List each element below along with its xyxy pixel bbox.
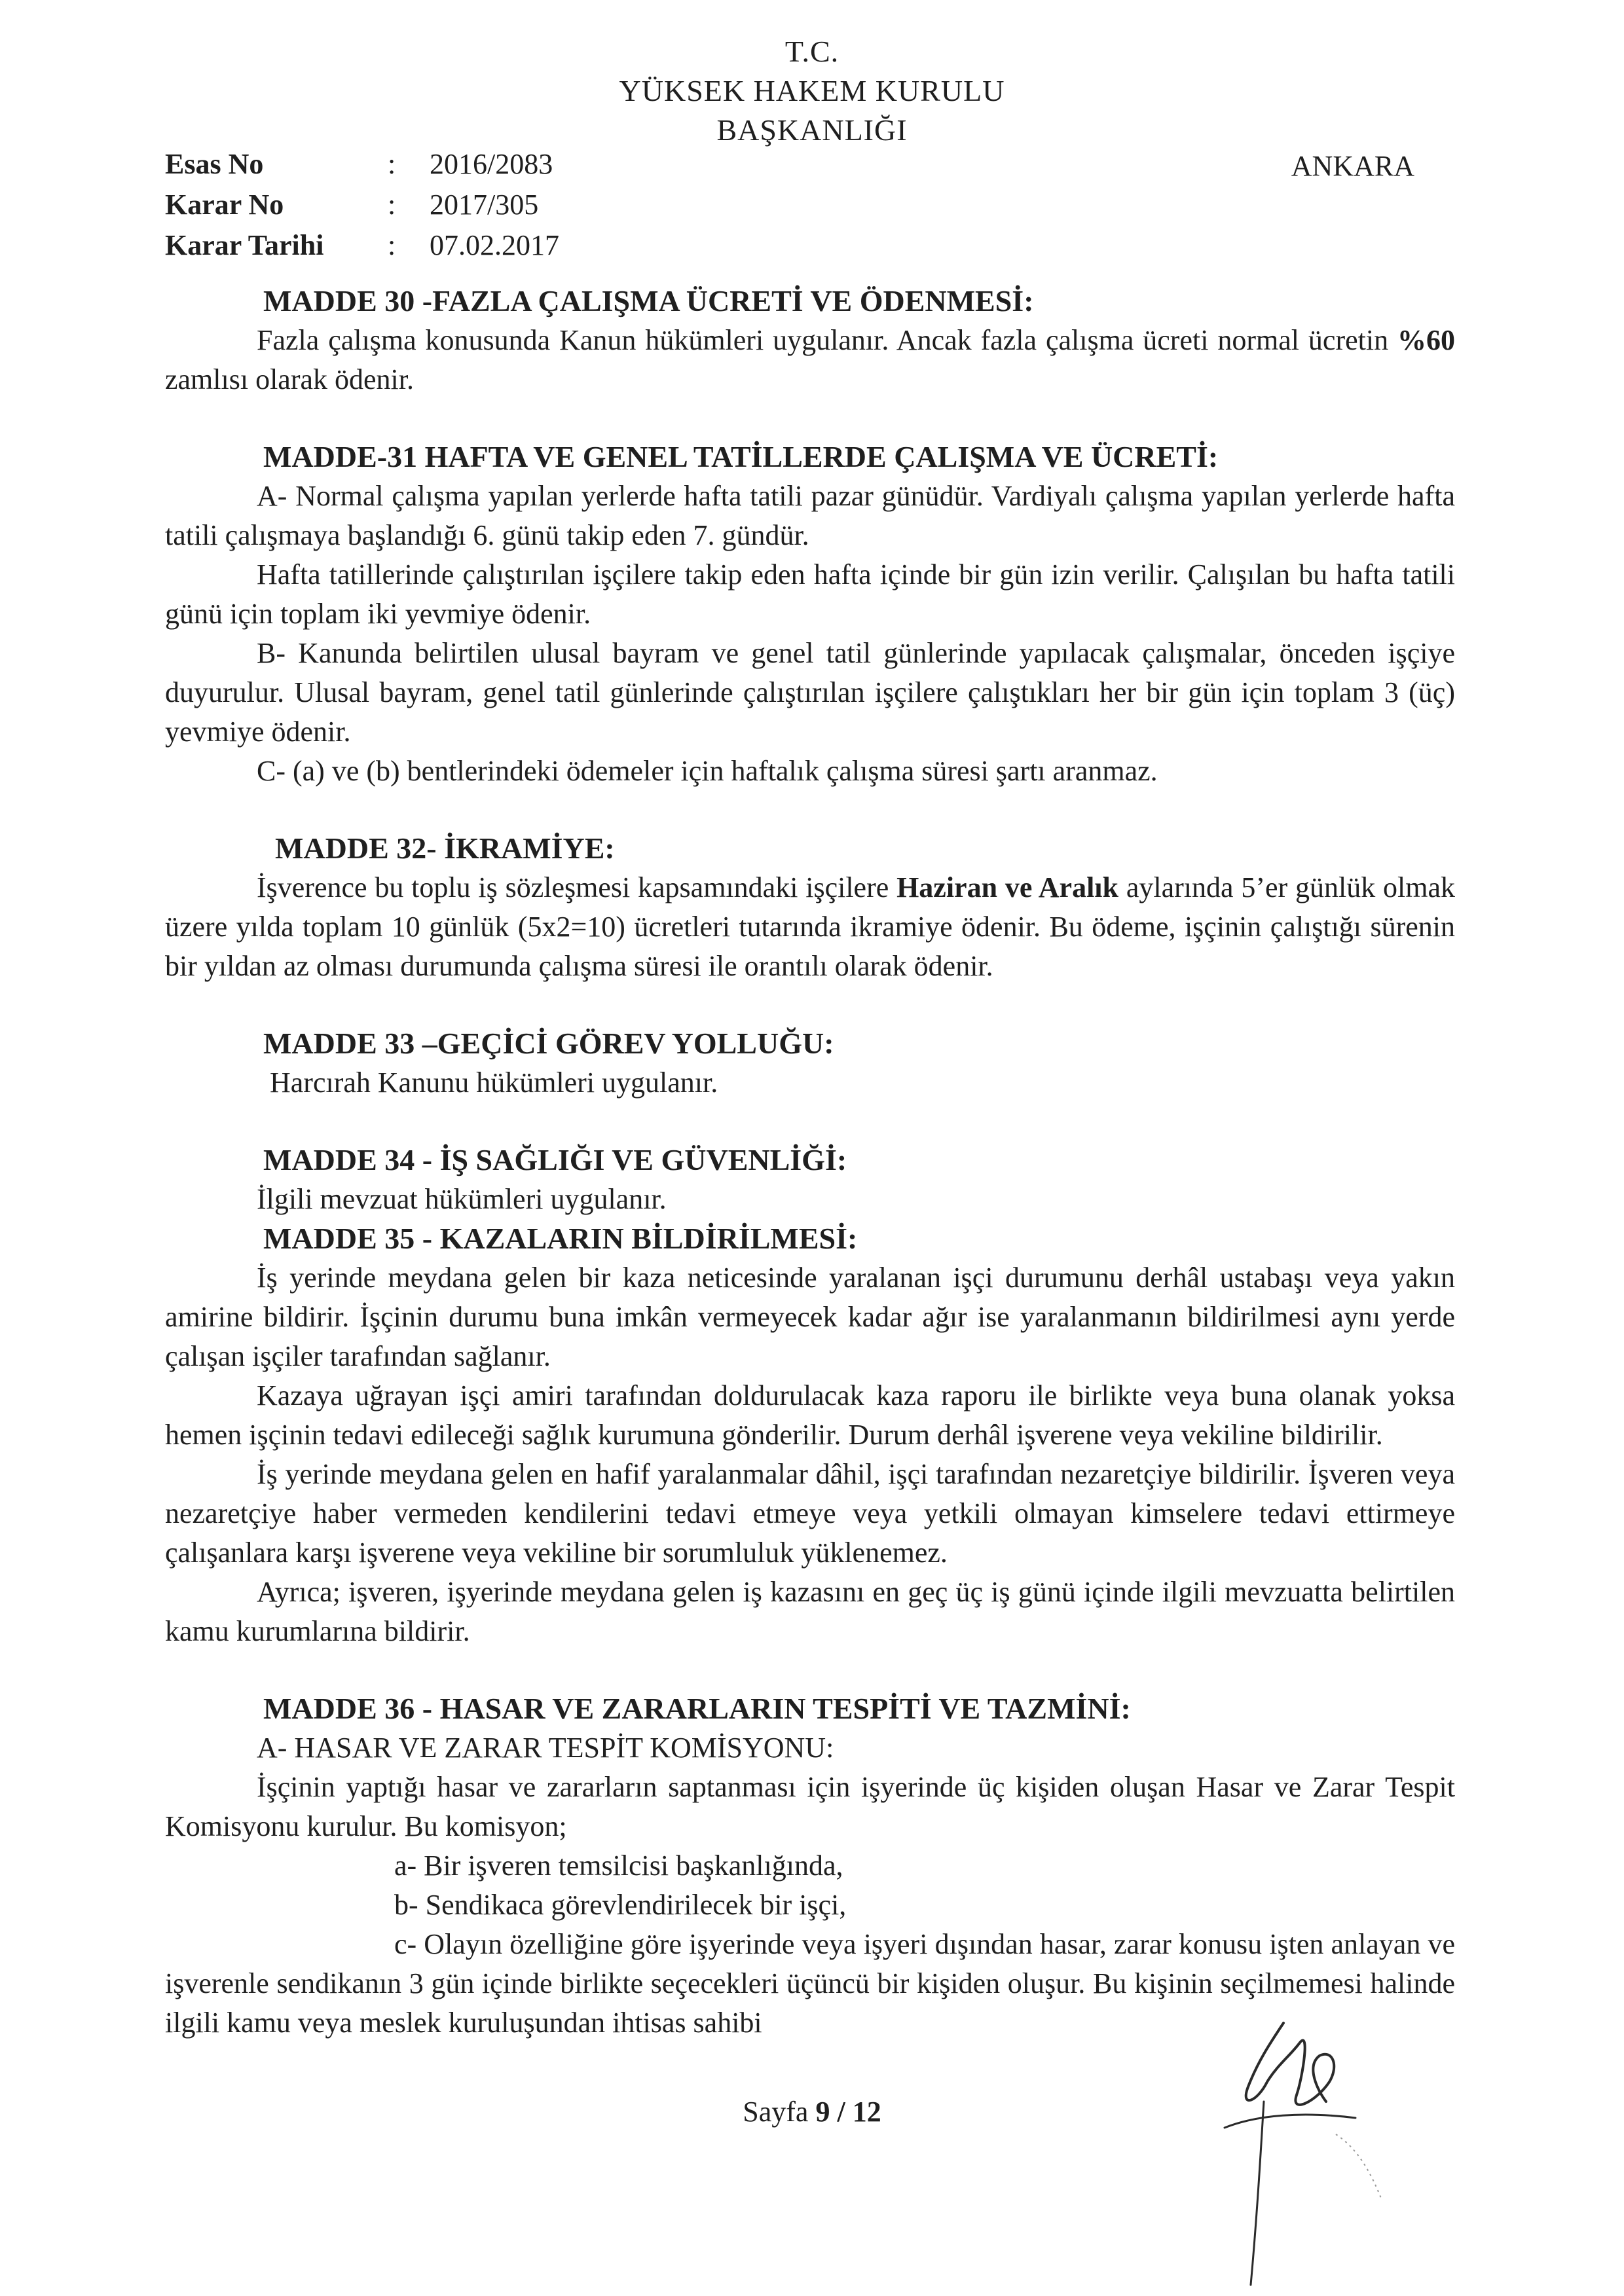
madde-36-item-b: b- Sendikaca görevlendirilecek bir işçi, xyxy=(394,1889,847,1921)
esas-row xyxy=(165,144,559,185)
madde-34-title: MADDE 34 - İŞ SAĞLIĞI VE GÜVENLİĞİ: xyxy=(263,1143,847,1176)
madde-36-subtitle: A- HASAR VE ZARAR TESPİT KOMİSYONU: xyxy=(257,1732,834,1764)
header-institution: YÜKSEK HAKEM KURULU xyxy=(619,74,1005,107)
esas-colon: : xyxy=(388,148,396,180)
tarih-value: 07.02.2017 xyxy=(430,229,559,261)
madde-35-title: MADDE 35 - KAZALARIN BİLDİRİLMESİ: xyxy=(263,1222,858,1255)
madde-36-title: MADDE 36 - HASAR VE ZARARLARIN TESPİTİ VE TAZMİNİ: xyxy=(263,1692,1131,1725)
madde-35-paragraph-1: İş yerinde meydana gelen bir kaza neticesinde yaralanan işçi durumunu derhâl ustabaşı veya yakın amirine bildirir. İşçinin durumu buna imkân vermeyecek kadar ağır ise yaralanmanın bildirilmesi aynı yerde çalışan işçiler tarafından sağlanır. xyxy=(165,1262,1455,1372)
madde-36-item-c: c- Olayın özelliğine göre işyerinde veya işyeri dışından hasar, zarar konusu işten anlayan ve işverenle sendikanın 3 gün içinde birlikte seçecekleri üçüncü bir kişiden oluşur. Bu kişinin seçilmemesi halinde ilgili kamu veya meslek kuruluşundan ihtisas sahibi xyxy=(165,1928,1455,2039)
madde-36-item-a: a- Bir işveren temsilcisi başkanlığında, xyxy=(394,1850,843,1882)
madde-31-paragraph-b: B- Kanunda belirtilen ulusal bayram ve genel tatil günlerinde yapılacak çalışmalar, önceden işçiye duyurulur. Ulusal bayram, genel tatil günlerinde çalıştırılan işçilere çalıştıkları her bir gün için toplam 3 (üç) yevmiye ödenir. xyxy=(165,637,1455,748)
karar-label: Karar No xyxy=(165,189,284,221)
madde-34-paragraph: İlgili mevzuat hükümleri uygulanır. xyxy=(257,1183,667,1215)
madde-33-title: MADDE 33 –GEÇİCİ GÖREV YOLLUĞU: xyxy=(263,1027,834,1060)
madde-30-text-a: Fazla çalışma konusunda Kanun hükümleri uygulanır. Ancak fazla çalışma ücreti normal ücretin xyxy=(257,324,1397,356)
madde-36-paragraph-1: İşçinin yaptığı hasar ve zararların saptanması için işyerinde üç kişiden oluşan Hasar ve Zarar Tespit Komisyonu kurulur. Bu komisyon; xyxy=(165,1771,1455,1842)
madde-32-months: Haziran ve Aralık xyxy=(896,871,1119,903)
madde-32-title: MADDE 32- İKRAMİYE: xyxy=(275,831,615,865)
esas-label: Esas No xyxy=(165,148,264,180)
tarih-row xyxy=(165,225,559,266)
madde-31-paragraph-a: A- Normal çalışma yapılan yerlerde hafta tatili pazar günüdür. Vardiyalı çalışma yapılan yerlerde hafta tatili çalışmaya başlandığı 6. günü takip eden 7. gündür. xyxy=(165,480,1455,551)
handwritten-signature-icon xyxy=(1185,2003,1408,2291)
madde-35-paragraph-3: İş yerinde meydana gelen en hafif yaralanmalar dâhil, işçi tarafından nezaretçiye bildirilir. İşveren veya nezaretçiye haber vermeden kendilerini tedavi etmeye veya yetkili olmayan kimselere tedavi ettirmeye çalışanlara karşı işverene veya vekiline bir sorumluluk yüklenemez. xyxy=(165,1458,1455,1569)
page-number: 9 / 12 xyxy=(815,2096,881,2128)
page-label: Sayfa xyxy=(743,2096,816,2128)
madde-32-paragraph xyxy=(165,868,1455,986)
madde-31-paragraph-c: C- (a) ve (b) bentlerindeki ödemeler için haftalık çalışma süresi şartı aranmaz. xyxy=(257,755,1158,787)
document-body xyxy=(165,282,1455,2043)
tarih-colon: : xyxy=(388,229,396,261)
madde-32-text-a: İşverence bu toplu iş sözleşmesi kapsamındaki işçilere xyxy=(257,871,897,903)
tarih-label: Karar Tarihi xyxy=(165,229,324,261)
madde-30-text-c: zamlısı olarak ödenir. xyxy=(165,363,414,395)
madde-30-percent: %60 xyxy=(1397,324,1455,356)
header-tc: T.C. xyxy=(784,35,840,68)
madde-35-paragraph-4: Ayrıca; işveren, işyerinde meydana gelen iş kazasını en geç üç iş günü içinde ilgili mevzuatta belirtilen kamu kurumlarına bildirir. xyxy=(165,1576,1455,1647)
madde-32-text-c: aylarında 5’er günlük olmak üzere yılda toplam 10 günlük (5x2=10) ücretleri tutarında ikramiye ödenir. Bu ödeme, işçinin çalıştığı sürenin bir yıldan az olması durumunda çalışma süresi ile orantılı olarak ödenir. xyxy=(165,871,1455,982)
madde-31-paragraph-a2: Hafta tatillerinde çalıştırılan işçilere takip eden hafta içinde bir gün izin verilir. Çalışılan bu hafta tatili günü için toplam iki yevmiye ödenir. xyxy=(165,558,1455,630)
madde-35-paragraph-2: Kazaya uğrayan işçi amiri tarafından doldurulacak kaza raporu ile birlikte veya buna olanak yoksa hemen işçinin tedavi edileceği sağlık kurumuna gönderilir. Durum derhâl işverene veya vekiline bildirilir. xyxy=(165,1379,1455,1451)
header-presidency: BAŞKANLIĞI xyxy=(716,113,908,147)
madde-31-title: MADDE-31 HAFTA VE GENEL TATİLLERDE ÇALIŞMA VE ÜCRETİ: xyxy=(263,440,1219,473)
karar-row xyxy=(165,185,559,225)
city: ANKARA xyxy=(1291,150,1414,182)
madde-30-paragraph xyxy=(165,321,1455,399)
decision-meta xyxy=(165,144,559,266)
madde-30-title: MADDE 30 -FAZLA ÇALIŞMA ÜCRETİ VE ÖDENMESİ: xyxy=(263,284,1034,318)
madde-33-paragraph: Harcırah Kanunu hükümleri uygulanır. xyxy=(270,1066,718,1099)
karar-colon: : xyxy=(388,189,396,221)
esas-value: 2016/2083 xyxy=(430,148,553,180)
karar-value: 2017/305 xyxy=(430,189,539,221)
